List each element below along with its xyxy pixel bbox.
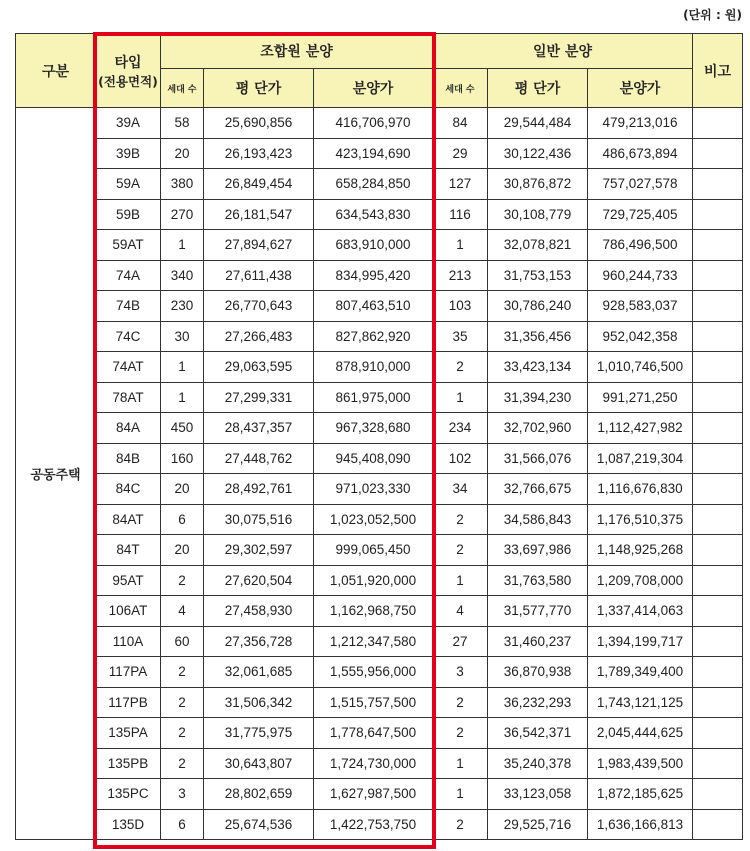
cell-g-units: 2 <box>433 535 488 566</box>
cell-m-ppp: 31,506,342 <box>204 687 314 718</box>
cell-m-price: 1,051,920,000 <box>314 565 433 596</box>
cell-g-ppp: 36,542,371 <box>488 718 588 749</box>
cell-g-price: 960,244,733 <box>588 260 693 291</box>
cell-m-units: 1 <box>161 382 204 413</box>
cell-m-units: 2 <box>161 748 204 779</box>
cell-type: 84C <box>96 474 161 505</box>
table-row <box>16 596 743 627</box>
cell-g-ppp: 35,240,378 <box>488 748 588 779</box>
cell-m-price: 1,023,052,500 <box>314 504 433 535</box>
cell-g-ppp: 32,702,960 <box>488 413 588 444</box>
table-row <box>16 626 743 657</box>
cell-g-ppp: 33,123,058 <box>488 779 588 810</box>
cell-m-price: 1,212,347,580 <box>314 626 433 657</box>
cell-note <box>693 779 743 810</box>
cell-g-units: 127 <box>433 169 488 200</box>
table-row <box>16 108 743 139</box>
cell-type: 135D <box>96 809 161 840</box>
cell-m-price: 416,706,970 <box>314 108 433 139</box>
cell-m-units: 6 <box>161 809 204 840</box>
cell-type: 74A <box>96 260 161 291</box>
cell-m-units: 1 <box>161 230 204 261</box>
cell-m-units: 60 <box>161 626 204 657</box>
cell-g-price: 1,636,166,813 <box>588 809 693 840</box>
cell-m-units: 30 <box>161 321 204 352</box>
cell-g-ppp: 31,460,237 <box>488 626 588 657</box>
cell-m-price: 827,862,920 <box>314 321 433 352</box>
cell-note <box>693 260 743 291</box>
cell-m-units: 160 <box>161 443 204 474</box>
cell-m-price: 807,463,510 <box>314 291 433 322</box>
cell-g-price: 1,789,349,400 <box>588 657 693 688</box>
cell-type: 39B <box>96 138 161 169</box>
cell-g-price: 1,872,185,625 <box>588 779 693 810</box>
header-type-line1: 타입 <box>114 54 142 71</box>
cell-m-price: 1,422,753,750 <box>314 809 433 840</box>
header-general-price: 분양가 <box>588 69 693 108</box>
cell-g-price: 486,673,894 <box>588 138 693 169</box>
cell-g-units: 116 <box>433 199 488 230</box>
cell-type: 106AT <box>96 596 161 627</box>
table-row <box>16 504 743 535</box>
table-row <box>16 413 743 444</box>
cell-m-ppp: 27,894,627 <box>204 230 314 261</box>
cell-g-units: 1 <box>433 565 488 596</box>
table-row <box>16 779 743 810</box>
header-general-sale: 일반 분양 <box>433 34 693 69</box>
cell-type: 74B <box>96 291 161 322</box>
table-row <box>16 352 743 383</box>
cell-type: 84B <box>96 443 161 474</box>
cell-g-units: 2 <box>433 809 488 840</box>
cell-g-ppp: 31,577,770 <box>488 596 588 627</box>
cell-note <box>693 535 743 566</box>
table-row <box>16 474 743 505</box>
cell-m-price: 878,910,000 <box>314 352 433 383</box>
cell-m-units: 3 <box>161 779 204 810</box>
cell-m-ppp: 31,775,975 <box>204 718 314 749</box>
table-row <box>16 199 743 230</box>
cell-g-price: 1,176,510,375 <box>588 504 693 535</box>
cell-g-units: 3 <box>433 657 488 688</box>
cell-m-price: 1,778,647,500 <box>314 718 433 749</box>
cell-m-units: 450 <box>161 413 204 444</box>
cell-type: 135PB <box>96 748 161 779</box>
cell-m-price: 1,724,730,000 <box>314 748 433 779</box>
cell-g-ppp: 31,763,580 <box>488 565 588 596</box>
cell-g-ppp: 30,786,240 <box>488 291 588 322</box>
cell-note <box>693 718 743 749</box>
cell-m-ppp: 29,302,597 <box>204 535 314 566</box>
cell-note <box>693 413 743 444</box>
cell-g-price: 757,027,578 <box>588 169 693 200</box>
cell-type: 74C <box>96 321 161 352</box>
header-member-sale: 조합원 분양 <box>161 34 433 69</box>
cell-type: 59AT <box>96 230 161 261</box>
cell-type: 74AT <box>96 352 161 383</box>
header-type <box>96 34 161 108</box>
cell-m-price: 834,995,420 <box>314 260 433 291</box>
cell-m-price: 861,975,000 <box>314 382 433 413</box>
cell-m-ppp: 32,061,685 <box>204 657 314 688</box>
header-member-households: 세대 수 <box>161 69 204 108</box>
table-row <box>16 718 743 749</box>
cell-m-price: 967,328,680 <box>314 413 433 444</box>
unit-label: (단위 : 원) <box>683 8 742 22</box>
cell-type: 135PC <box>96 779 161 810</box>
cell-m-ppp: 29,063,595 <box>204 352 314 383</box>
cell-m-units: 230 <box>161 291 204 322</box>
cell-m-units: 380 <box>161 169 204 200</box>
cell-note <box>693 504 743 535</box>
cell-g-price: 1,087,219,304 <box>588 443 693 474</box>
cell-g-price: 1,983,439,500 <box>588 748 693 779</box>
cell-m-ppp: 30,075,516 <box>204 504 314 535</box>
cell-g-price: 1,209,708,000 <box>588 565 693 596</box>
cell-g-ppp: 29,525,716 <box>488 809 588 840</box>
cell-note <box>693 291 743 322</box>
cell-m-units: 20 <box>161 138 204 169</box>
table-row <box>16 535 743 566</box>
cell-g-units: 2 <box>433 352 488 383</box>
cell-g-ppp: 30,122,436 <box>488 138 588 169</box>
cell-g-ppp: 32,766,675 <box>488 474 588 505</box>
cell-m-ppp: 27,266,483 <box>204 321 314 352</box>
cell-note <box>693 108 743 139</box>
cell-note <box>693 443 743 474</box>
cell-g-units: 1 <box>433 382 488 413</box>
table-row <box>16 687 743 718</box>
cell-note <box>693 199 743 230</box>
cell-type: 39A <box>96 108 161 139</box>
cell-g-ppp: 33,697,986 <box>488 535 588 566</box>
cell-g-units: 103 <box>433 291 488 322</box>
cell-g-units: 29 <box>433 138 488 169</box>
cell-m-units: 2 <box>161 565 204 596</box>
cell-note <box>693 138 743 169</box>
cell-g-ppp: 31,356,456 <box>488 321 588 352</box>
cell-g-ppp: 33,423,134 <box>488 352 588 383</box>
table-row <box>16 748 743 779</box>
table-row <box>16 809 743 840</box>
header-type-line2: (전용면적) <box>98 73 158 89</box>
cell-g-price: 952,042,358 <box>588 321 693 352</box>
cell-g-ppp: 32,078,821 <box>488 230 588 261</box>
cell-g-ppp: 30,876,872 <box>488 169 588 200</box>
cell-g-units: 1 <box>433 230 488 261</box>
cell-note <box>693 657 743 688</box>
cell-m-units: 340 <box>161 260 204 291</box>
cell-m-ppp: 27,299,331 <box>204 382 314 413</box>
cell-note <box>693 748 743 779</box>
cell-note <box>693 596 743 627</box>
cell-g-price: 991,271,250 <box>588 382 693 413</box>
cell-g-units: 213 <box>433 260 488 291</box>
cell-note <box>693 474 743 505</box>
cell-m-price: 1,515,757,500 <box>314 687 433 718</box>
cell-g-units: 34 <box>433 474 488 505</box>
cell-type: 78AT <box>96 382 161 413</box>
cell-type: 117PA <box>96 657 161 688</box>
cell-g-ppp: 36,232,293 <box>488 687 588 718</box>
cell-m-price: 999,065,450 <box>314 535 433 566</box>
cell-note <box>693 352 743 383</box>
cell-type: 117PB <box>96 687 161 718</box>
cell-m-ppp: 27,458,930 <box>204 596 314 627</box>
cell-g-units: 1 <box>433 748 488 779</box>
cell-note <box>693 626 743 657</box>
cell-g-units: 4 <box>433 596 488 627</box>
header-category: 구분 <box>16 34 96 108</box>
cell-type: 59B <box>96 199 161 230</box>
cell-m-units: 2 <box>161 718 204 749</box>
cell-type: 110A <box>96 626 161 657</box>
cell-m-units: 1 <box>161 352 204 383</box>
cell-m-price: 1,555,956,000 <box>314 657 433 688</box>
cell-g-price: 928,583,037 <box>588 291 693 322</box>
cell-m-price: 634,543,830 <box>314 199 433 230</box>
cell-g-ppp: 29,544,484 <box>488 108 588 139</box>
header-member-price: 분양가 <box>314 69 433 108</box>
cell-m-units: 20 <box>161 474 204 505</box>
cell-m-units: 2 <box>161 657 204 688</box>
cell-m-ppp: 26,181,547 <box>204 199 314 230</box>
cell-g-price: 786,496,500 <box>588 230 693 261</box>
cell-type: 84AT <box>96 504 161 535</box>
table-row <box>16 443 743 474</box>
cell-g-units: 27 <box>433 626 488 657</box>
cell-m-price: 1,627,987,500 <box>314 779 433 810</box>
category-cell: 공동주택 <box>16 108 96 840</box>
table-row <box>16 169 743 200</box>
cell-g-price: 1,010,746,500 <box>588 352 693 383</box>
cell-m-ppp: 26,770,643 <box>204 291 314 322</box>
table-row <box>16 382 743 413</box>
table-row <box>16 565 743 596</box>
header-general-households: 세대 수 <box>433 69 488 108</box>
table-row <box>16 657 743 688</box>
table-row <box>16 230 743 261</box>
cell-g-ppp: 36,870,938 <box>488 657 588 688</box>
cell-m-price: 1,162,968,750 <box>314 596 433 627</box>
cell-type: 59A <box>96 169 161 200</box>
cell-m-ppp: 30,643,807 <box>204 748 314 779</box>
cell-m-units: 2 <box>161 687 204 718</box>
cell-note <box>693 809 743 840</box>
cell-m-price: 971,023,330 <box>314 474 433 505</box>
cell-note <box>693 321 743 352</box>
cell-g-ppp: 31,566,076 <box>488 443 588 474</box>
cell-m-units: 20 <box>161 535 204 566</box>
cell-g-units: 84 <box>433 108 488 139</box>
table-row <box>16 138 743 169</box>
cell-g-price: 1,148,925,268 <box>588 535 693 566</box>
table-row <box>16 260 743 291</box>
cell-note <box>693 687 743 718</box>
cell-g-units: 2 <box>433 504 488 535</box>
cell-m-price: 945,408,090 <box>314 443 433 474</box>
cell-m-units: 6 <box>161 504 204 535</box>
cell-note <box>693 565 743 596</box>
cell-g-units: 35 <box>433 321 488 352</box>
cell-g-price: 1,337,414,063 <box>588 596 693 627</box>
cell-m-ppp: 26,849,454 <box>204 169 314 200</box>
cell-m-ppp: 28,437,357 <box>204 413 314 444</box>
cell-g-price: 479,213,016 <box>588 108 693 139</box>
cell-g-price: 1,112,427,982 <box>588 413 693 444</box>
cell-m-ppp: 28,802,659 <box>204 779 314 810</box>
cell-g-ppp: 34,586,843 <box>488 504 588 535</box>
cell-type: 84A <box>96 413 161 444</box>
cell-type: 84T <box>96 535 161 566</box>
cell-m-price: 658,284,850 <box>314 169 433 200</box>
cell-g-units: 2 <box>433 687 488 718</box>
table-row <box>16 321 743 352</box>
cell-m-ppp: 27,620,504 <box>204 565 314 596</box>
cell-m-units: 4 <box>161 596 204 627</box>
cell-m-ppp: 25,674,536 <box>204 809 314 840</box>
cell-g-price: 1,743,121,125 <box>588 687 693 718</box>
cell-type: 95AT <box>96 565 161 596</box>
cell-m-ppp: 28,492,761 <box>204 474 314 505</box>
cell-g-units: 234 <box>433 413 488 444</box>
cell-g-price: 1,394,199,717 <box>588 626 693 657</box>
cell-g-units: 1 <box>433 779 488 810</box>
cell-g-price: 729,725,405 <box>588 199 693 230</box>
cell-m-ppp: 25,690,856 <box>204 108 314 139</box>
header-note: 비고 <box>693 34 743 108</box>
cell-g-units: 102 <box>433 443 488 474</box>
cell-g-price: 2,045,444,625 <box>588 718 693 749</box>
cell-g-units: 2 <box>433 718 488 749</box>
price-table <box>15 33 743 840</box>
cell-m-price: 423,194,690 <box>314 138 433 169</box>
cell-note <box>693 169 743 200</box>
cell-m-ppp: 26,193,423 <box>204 138 314 169</box>
header-member-ppp: 평 단가 <box>204 69 314 108</box>
cell-g-price: 1,116,676,830 <box>588 474 693 505</box>
cell-note <box>693 230 743 261</box>
cell-m-ppp: 27,356,728 <box>204 626 314 657</box>
cell-m-price: 683,910,000 <box>314 230 433 261</box>
cell-m-ppp: 27,611,438 <box>204 260 314 291</box>
cell-m-ppp: 27,448,762 <box>204 443 314 474</box>
cell-g-ppp: 31,394,230 <box>488 382 588 413</box>
cell-g-ppp: 31,753,153 <box>488 260 588 291</box>
header-general-ppp: 평 단가 <box>488 69 588 108</box>
cell-m-units: 270 <box>161 199 204 230</box>
cell-g-ppp: 30,108,779 <box>488 199 588 230</box>
cell-m-units: 58 <box>161 108 204 139</box>
cell-type: 135PA <box>96 718 161 749</box>
cell-note <box>693 382 743 413</box>
table-row <box>16 291 743 322</box>
